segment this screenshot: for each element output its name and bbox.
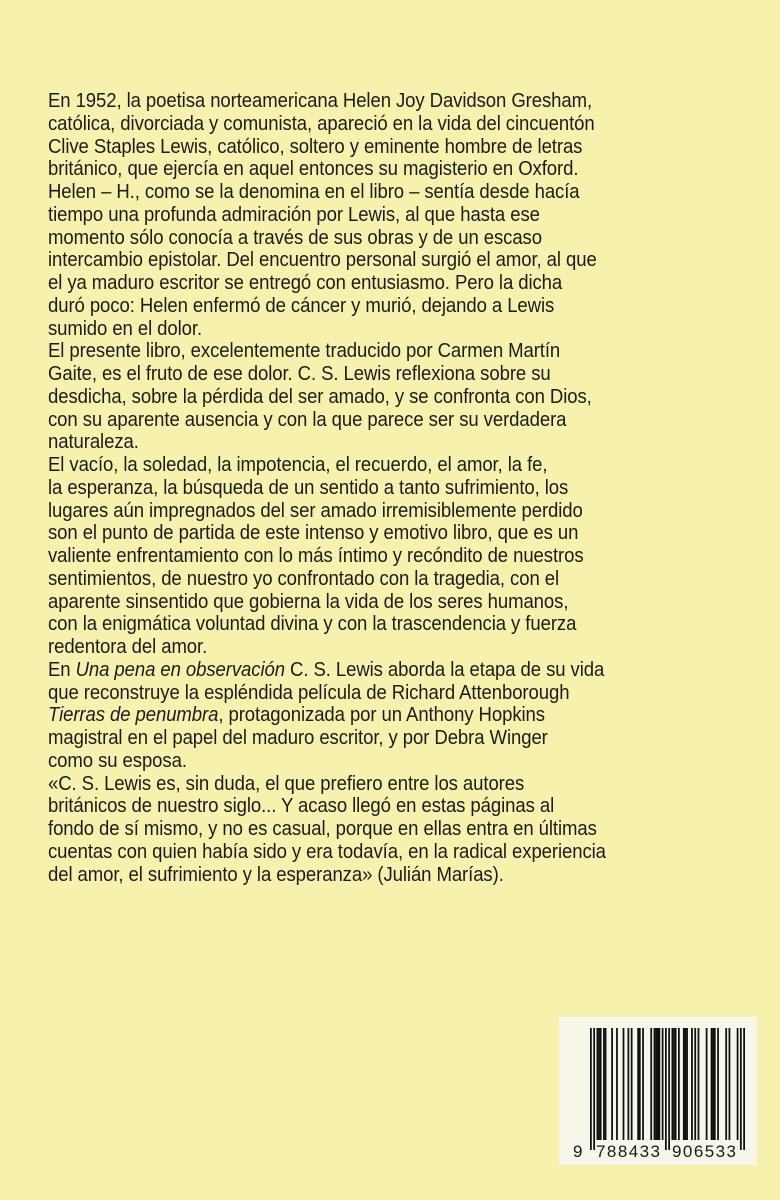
blurb-text: cuentas con quien había sido y era todavía, en la radical experiencia — [48, 839, 606, 863]
blurb-line — [48, 568, 700, 591]
blurb-text: del amor, el sufrimiento y la esperanza» (Julián Marías). — [48, 862, 504, 886]
blurb-line — [48, 704, 700, 727]
book-title-italic: Una pena en observación — [75, 657, 285, 681]
blurb-text: momento sólo conocía a través de sus obras y de un escaso — [48, 225, 542, 249]
blurb-text: sumido en el dolor. — [48, 316, 203, 340]
blurb-text: El presente libro, excelentemente traducido por Carmen Martín — [48, 339, 561, 363]
blurb-line — [48, 204, 700, 227]
blurb-line — [48, 272, 700, 295]
blurb-line — [48, 636, 700, 659]
blurb-line — [48, 136, 700, 159]
blurb-line — [48, 227, 700, 250]
blurb-text: valiente enfrentamiento con lo más íntimo y recóndito de nuestros — [48, 544, 584, 567]
barcode-digits-left: 788433 — [596, 1142, 660, 1161]
blurb-line — [48, 818, 700, 841]
blurb-text: redentora del amor. — [48, 635, 208, 658]
blurb-text: el ya maduro escritor se entregó con entusiasmo. Pero la dicha — [48, 271, 563, 294]
blurb-text: británicos de nuestro siglo... Y acaso llegó en estas páginas al — [48, 794, 555, 818]
blurb-text: la esperanza, la búsqueda de un sentido a tanto sufrimiento, los — [48, 475, 569, 499]
blurb-line — [48, 295, 700, 318]
back-cover-blurb — [48, 90, 768, 886]
blurb-line — [48, 613, 700, 636]
blurb-line — [48, 454, 700, 477]
blurb-text: C. S. Lewis aborda la etapa de su vida — [284, 657, 605, 681]
blurb-line — [48, 409, 700, 432]
blurb-line — [48, 750, 700, 773]
isbn-barcode — [559, 1017, 757, 1165]
blurb-text: británico, que ejercía en aquel entonces su magisterio en Oxford. — [48, 157, 579, 181]
blurb-text: con su aparente ausencia y con la que parece ser su verdadera — [48, 407, 567, 431]
blurb-line — [48, 363, 700, 386]
blurb-text: En — [48, 657, 76, 681]
blurb-line — [48, 318, 700, 341]
blurb-line — [48, 477, 700, 500]
blurb-line — [48, 181, 700, 204]
blurb-line — [48, 773, 700, 796]
blurb-text: «C. S. Lewis es, sin duda, el que prefiero entre los autores — [48, 771, 525, 795]
barcode-digits-right: 906533 — [672, 1142, 736, 1161]
blurb-text: fondo de sí mismo, y no es casual, porque en ellas entra en últimas — [48, 817, 597, 840]
blurb-text: sentimientos, de nuestro yo confrontado con la tragedia, con el — [48, 566, 559, 590]
barcode-digit-lead: 9 — [573, 1142, 583, 1161]
blurb-line — [48, 727, 700, 750]
blurb-line — [48, 659, 700, 682]
blurb-text: son el punto de partida de este intenso y emotivo libro, que es un — [48, 521, 579, 545]
blurb-line — [48, 386, 700, 409]
blurb-line — [48, 158, 700, 181]
blurb-line — [48, 864, 700, 887]
blurb-line — [48, 431, 700, 454]
book-title-italic: Tierras de penumbra — [48, 703, 219, 727]
blurb-text: que reconstruye la espléndida película de Richard Attenborough — [48, 680, 570, 704]
blurb-text: católica, divorciada y comunista, apareció en la vida del cincuentón — [48, 111, 595, 135]
blurb-line — [48, 682, 700, 705]
blurb-text: magistral en el papel del maduro escritor, y por Debra Winger — [48, 726, 548, 749]
blurb-line — [48, 500, 700, 523]
blurb-text: aparente sinsentido que gobierna la vida de los seres humanos, — [48, 589, 569, 613]
blurb-text: tiempo una profunda admiración por Lewis, al que hasta ese — [48, 202, 540, 226]
blurb-text: Clive Staples Lewis, católico, soltero y eminente hombre de letras — [48, 134, 583, 158]
blurb-line — [48, 249, 700, 272]
blurb-text: como su esposa. — [48, 748, 187, 772]
blurb-text: lugares aún impregnados del ser amado irremisiblemente perdido — [48, 498, 583, 522]
blurb-line — [48, 113, 700, 136]
blurb-line — [48, 340, 700, 363]
blurb-text: Helen – H., como se la denomina en el libro – sentía desde hacía — [48, 180, 580, 203]
blurb-text: El vacío, la soledad, la impotencia, el recuerdo, el amor, la fe, — [48, 453, 548, 476]
blurb-line — [48, 545, 700, 568]
blurb-text: Gaite, es el fruto de ese dolor. C. S. Lewis reflexiona sobre su — [48, 362, 551, 385]
blurb-line — [48, 522, 700, 545]
blurb-text: duró poco: Helen enfermó de cáncer y murió, dejando a Lewis — [48, 293, 555, 317]
blurb-line — [48, 90, 700, 113]
blurb-text: con la enigmática voluntad divina y con la trascendencia y fuerza — [48, 612, 577, 636]
barcode-icon — [559, 1017, 757, 1165]
blurb-text: intercambio epistolar. Del encuentro personal surgió el amor, al que — [48, 248, 597, 272]
blurb-text: desdicha, sobre la pérdida del ser amado, y se confronta con Dios, — [48, 384, 592, 408]
blurb-line — [48, 841, 700, 864]
blurb-text: naturaleza. — [48, 430, 139, 454]
blurb-text: En 1952, la poetisa norteamericana Helen Joy Davidson Gresham, — [48, 89, 593, 112]
blurb-line — [48, 795, 700, 818]
blurb-line — [48, 591, 700, 614]
blurb-text: , protagonizada por un Anthony Hopkins — [218, 703, 545, 727]
